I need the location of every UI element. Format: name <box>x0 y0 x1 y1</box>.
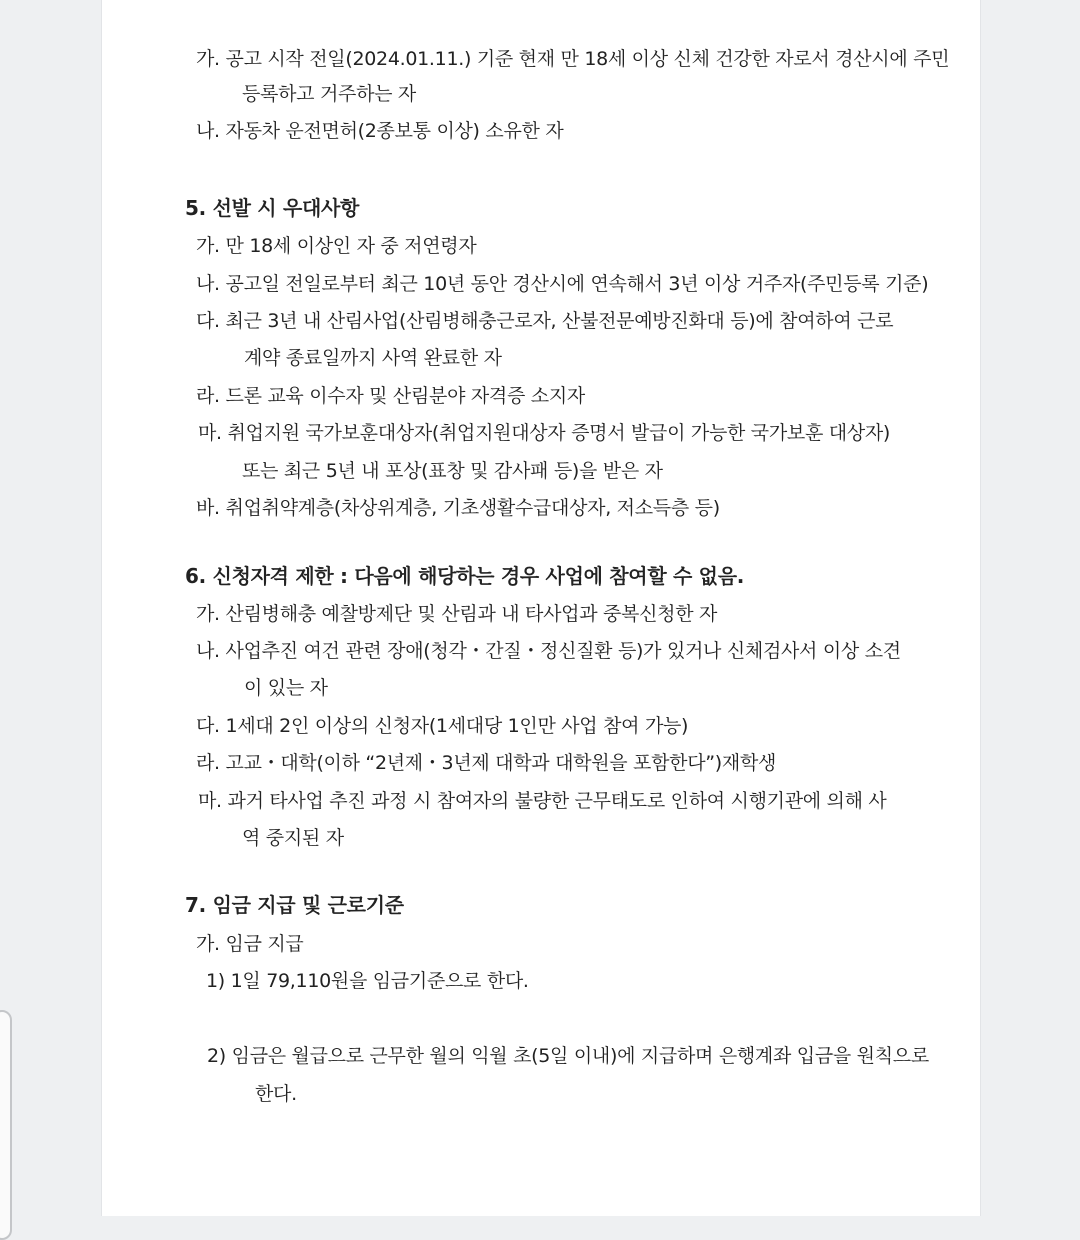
wage-item-ga: 가. 임금 지급 <box>196 933 304 955</box>
document-page <box>101 0 981 1216</box>
restriction-item-ra: 라. 고교・대학(이하 “2년제・3년제 대학과 대학원을 포함한다”)재학생 <box>196 752 777 774</box>
preference-item-da-cont: 계약 종료일까지 사역 완료한 자 <box>244 347 502 369</box>
preference-item-ma-cont: 또는 최근 5년 내 포상(표창 및 감사패 등)을 받은 자 <box>242 460 663 482</box>
eligibility-item-ga-cont: 등록하고 거주하는 자 <box>242 83 416 105</box>
preference-item-ga: 가. 만 18세 이상인 자 중 저연령자 <box>196 235 477 257</box>
wage-subitem-2-cont: 한다. <box>255 1083 297 1105</box>
edge-scroll-handle[interactable] <box>0 1010 12 1240</box>
preference-item-na: 나. 공고일 전일로부터 최근 10년 동안 경산시에 연속해서 3년 이상 거주자(주민등록 기준) <box>196 273 929 295</box>
restriction-item-ma: 마. 과거 타사업 추진 과정 시 참여자의 불량한 근무태도로 인하여 시행기관에 의해 사 <box>198 790 887 812</box>
wage-subitem-2: 2) 임금은 월급으로 근무한 월의 익월 초(5일 이내)에 지급하며 은행계좌 입금을 원칙으로 <box>207 1045 929 1067</box>
restriction-item-na: 나. 사업추진 여건 관련 장애(청각・간질・정신질환 등)가 있거나 신체검사서 이상 소견 <box>196 640 901 662</box>
preference-item-ba: 바. 취업취약계층(차상위계층, 기초생활수급대상자, 저소득층 등) <box>196 497 720 519</box>
section-7-heading: 7. 임금 지급 및 근로기준 <box>185 893 404 917</box>
preference-item-da: 다. 최근 3년 내 산림사업(산림병해충근로자, 산불전문예방진화대 등)에 참여하여 근로 <box>196 310 894 332</box>
wage-subitem-1: 1) 1일 79,110원을 임금기준으로 한다. <box>206 970 529 992</box>
section-5-heading: 5. 선발 시 우대사항 <box>185 196 360 220</box>
restriction-item-ma-cont: 역 중지된 자 <box>242 827 344 849</box>
restriction-item-da: 다. 1세대 2인 이상의 신청자(1세대당 1인만 사업 참여 가능) <box>196 715 689 737</box>
restriction-item-na-cont: 이 있는 자 <box>244 677 328 699</box>
restriction-item-ga: 가. 산림병해충 예찰방제단 및 산림과 내 타사업과 중복신청한 자 <box>196 603 718 625</box>
eligibility-item-na: 나. 자동차 운전면허(2종보통 이상) 소유한 자 <box>196 120 564 142</box>
preference-item-ra: 라. 드론 교육 이수자 및 산림분야 자격증 소지자 <box>196 385 585 407</box>
preference-item-ma: 마. 취업지원 국가보훈대상자(취업지원대상자 증명서 발급이 가능한 국가보훈 대상자) <box>198 422 891 444</box>
section-6-heading: 6. 신청자격 제한 : 다음에 해당하는 경우 사업에 참여할 수 없음. <box>185 564 745 588</box>
eligibility-item-ga: 가. 공고 시작 전일(2024.01.11.) 기준 현재 만 18세 이상 신체 건강한 자로서 경산시에 주민 <box>196 48 950 70</box>
